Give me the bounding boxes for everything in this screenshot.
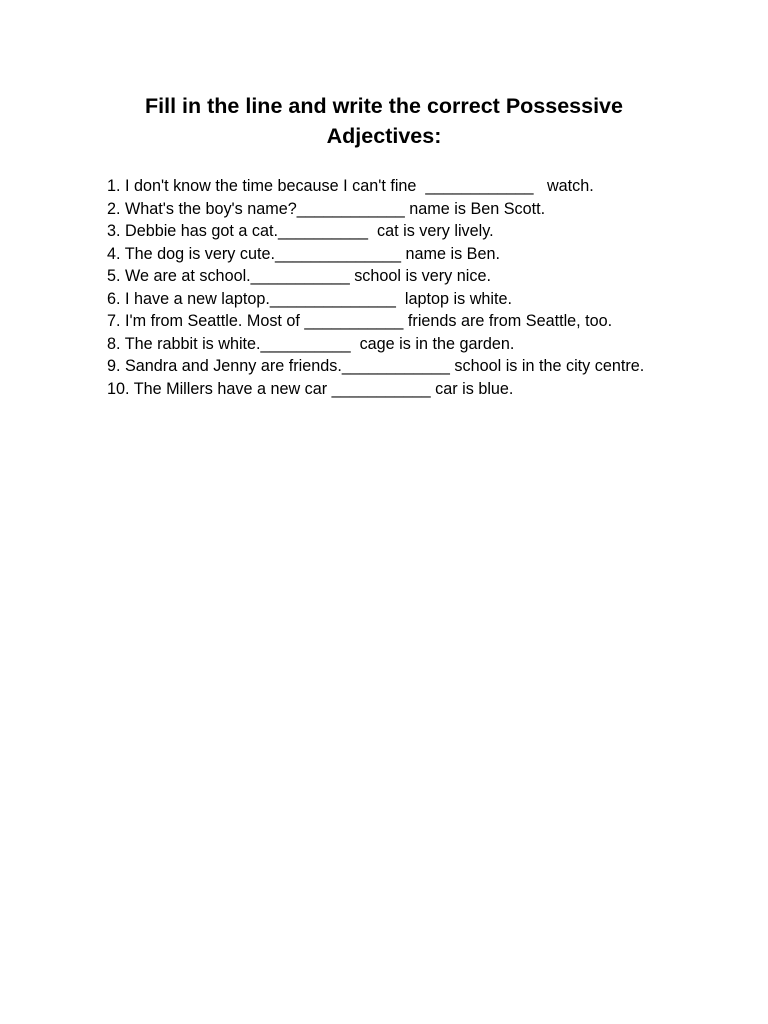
question-item-7: 7. I'm from Seattle. Most of ___________ friends are from Seattle, too. xyxy=(107,312,613,330)
question-item-5: 5. We are at school.___________ school is very nice. xyxy=(107,267,491,285)
question-list xyxy=(107,175,677,400)
question-item-10: 10. The Millers have a new car ___________ car is blue. xyxy=(107,379,514,398)
question-item-6: 6. I have a new laptop.______________ laptop is white. xyxy=(107,289,512,308)
question-item-1: 1. I don't know the time because I can't fine ____________ watch. xyxy=(107,177,594,195)
question-item-8: 8. The rabbit is white.__________ cage is in the garden. xyxy=(107,334,515,353)
question-item-2: 2. What's the boy's name?____________ name is Ben Scott. xyxy=(107,199,546,218)
question-item-4: 4. The dog is very cute.______________ name is Ben. xyxy=(107,244,500,263)
question-item-9: 9. Sandra and Jenny are friends.____________ school is in the city centre. xyxy=(107,357,645,375)
question-item-3: 3. Debbie has got a cat.__________ cat is very lively. xyxy=(107,222,494,240)
worksheet-title: Fill in the line and write the correct Possessive Adjectives: xyxy=(145,94,623,148)
